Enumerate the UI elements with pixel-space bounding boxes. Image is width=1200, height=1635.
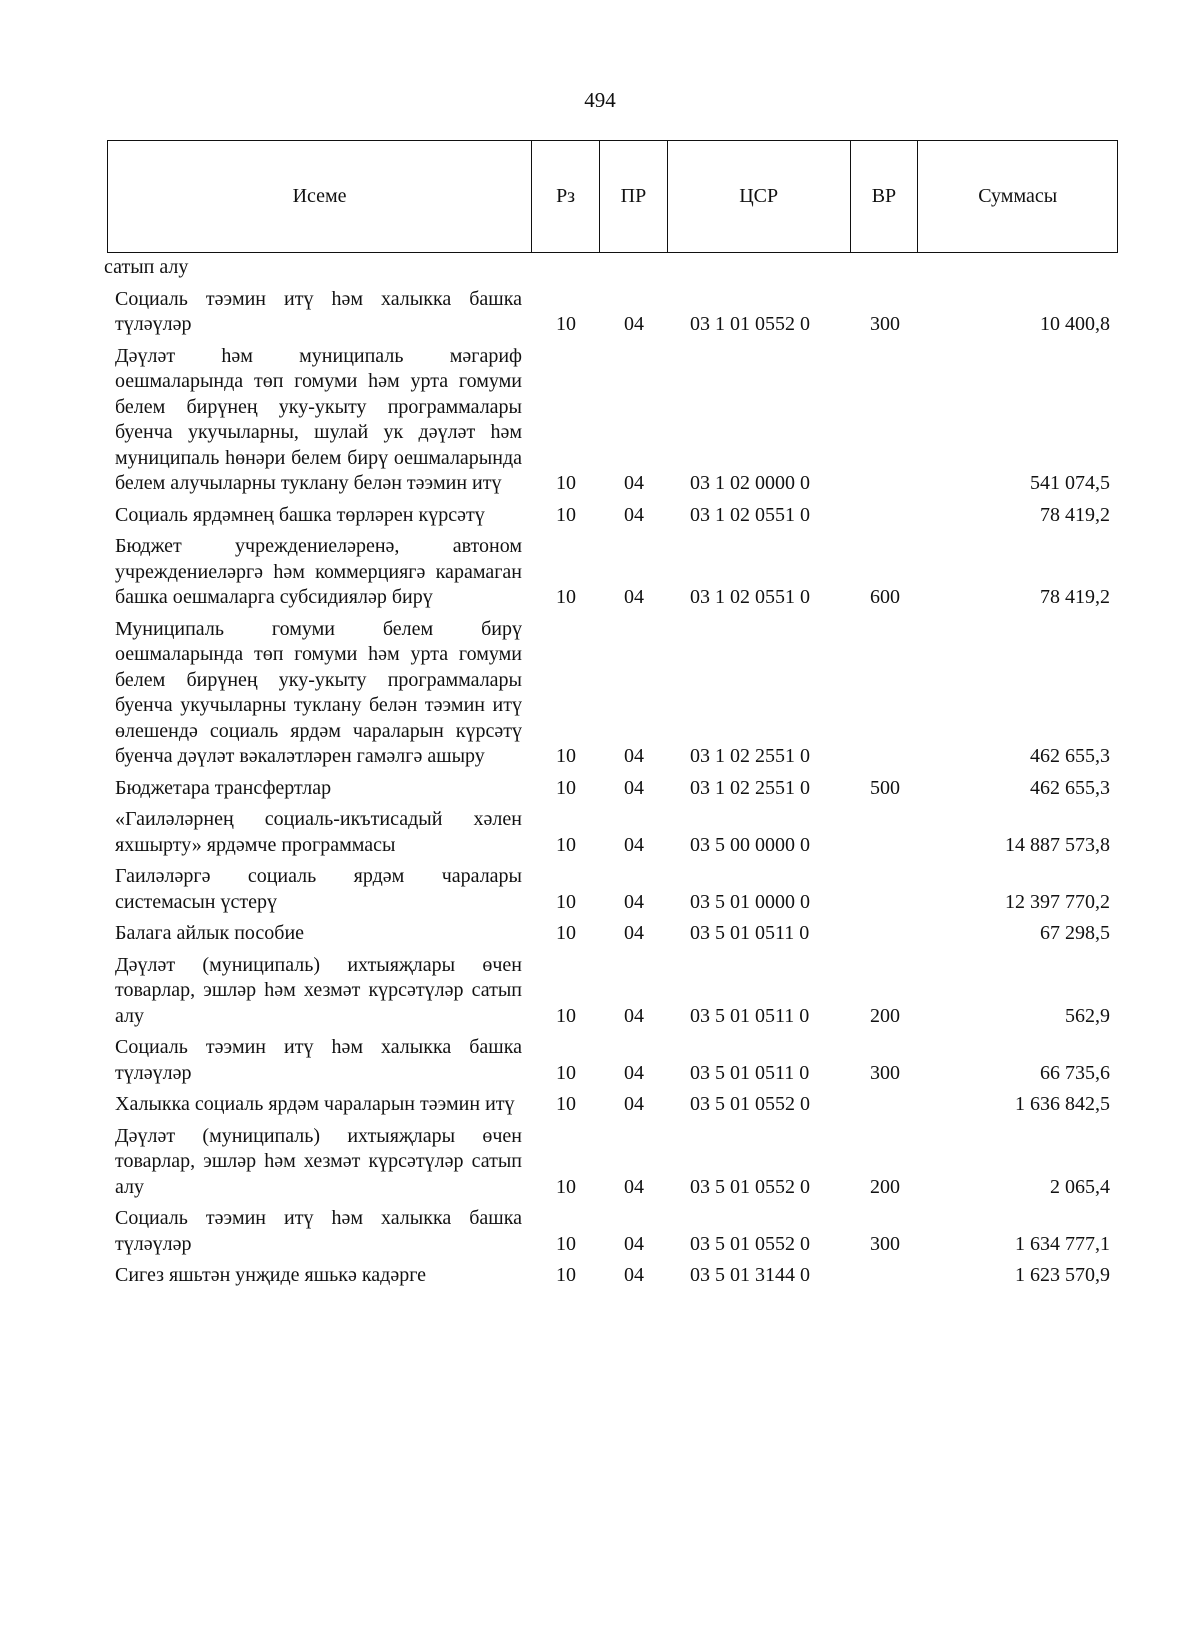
- row-pr: 04: [624, 1175, 644, 1198]
- row-pr: 04: [624, 1093, 644, 1115]
- table-row: [0, 953, 1200, 1030]
- table-row: [0, 1092, 1200, 1118]
- row-pr: 04: [624, 313, 644, 335]
- table-row: [0, 1035, 1200, 1086]
- row-sum: 462 655,3: [1030, 776, 1110, 799]
- row-vr: 300: [870, 1061, 900, 1084]
- row-sum: 10 400,8: [1040, 313, 1110, 335]
- row-rz: 10: [556, 313, 576, 335]
- row-pr: 04: [624, 890, 644, 913]
- header-name: Исеме: [108, 141, 532, 252]
- row-name: Сигез яшьтән унҗиде яшькә кадәрге: [115, 1264, 427, 1286]
- header-vr: ВР: [851, 141, 919, 252]
- row-csr: 03 5 01 0552 0: [690, 1175, 810, 1198]
- row-name: Дәүләт (муниципаль) ихтыяҗлары өчен товарлар, эшләр һәм хезмәт күрсәтүләр сатып алу: [115, 1124, 522, 1198]
- row-vr: 500: [870, 776, 900, 799]
- table-row: [0, 864, 1200, 915]
- row-sum: 66 735,6: [1040, 1061, 1110, 1084]
- row-csr: 03 5 01 0552 0: [690, 1232, 810, 1255]
- row-pr: 04: [624, 1061, 644, 1084]
- row-sum: 462 655,3: [1030, 745, 1110, 767]
- row-rz: 10: [556, 503, 576, 526]
- row-name: «Гаиләләрнең социаль-икътисадый хәлен яхшырту» ярдәмче программасы: [115, 808, 522, 856]
- row-name: сатып алу: [104, 256, 189, 278]
- row-pr: 04: [624, 586, 644, 608]
- row-rz: 10: [556, 833, 576, 856]
- row-sum: 67 298,5: [1040, 922, 1110, 944]
- row-name: Бюджетара трансфертлар: [115, 776, 332, 799]
- row-rz: 10: [556, 922, 576, 944]
- row-csr: 03 5 00 0000 0: [690, 833, 810, 856]
- table-row: [0, 1206, 1200, 1257]
- row-name: Халыкка социаль ярдәм чараларын тәэмин итү: [115, 1093, 515, 1115]
- row-name: Дәүләт (муниципаль) ихтыяҗлары өчен товарлар, эшләр һәм хезмәт күрсәтүләр сатып алу: [115, 953, 522, 1027]
- row-vr: 200: [870, 1004, 900, 1027]
- row-name: Балага айлык пособие: [115, 922, 305, 944]
- row-sum: 14 887 573,8: [1005, 833, 1110, 856]
- row-sum: 78 419,2: [1040, 586, 1110, 608]
- row-sum: 78 419,2: [1040, 503, 1110, 526]
- row-rz: 10: [556, 1093, 576, 1115]
- header-csr: ЦСР: [668, 141, 851, 252]
- row-vr: 200: [870, 1175, 900, 1198]
- row-sum: 562,9: [1065, 1004, 1110, 1027]
- row-rz: 10: [556, 1061, 576, 1084]
- row-vr: 600: [870, 586, 900, 608]
- row-pr: 04: [624, 1232, 644, 1255]
- row-rz: 10: [556, 890, 576, 913]
- row-name: Социаль тәэмин итү һәм халыкка башка түләүләр: [115, 287, 522, 335]
- table-row: [0, 255, 1200, 281]
- table-row: [0, 1263, 1200, 1289]
- row-pr: 04: [624, 1264, 644, 1286]
- table-row: [0, 344, 1200, 497]
- row-pr: 04: [624, 472, 644, 494]
- row-rz: 10: [556, 1264, 576, 1286]
- row-pr: 04: [624, 776, 644, 799]
- row-rz: 10: [556, 1004, 576, 1027]
- table-row: [0, 921, 1200, 947]
- row-name: Бюджет учреждениеләренә, автоном учреждениеләргә һәм коммерциягә карамаган башка оешмаларга субсидияләр бирү: [115, 535, 522, 608]
- row-csr: 03 5 01 0552 0: [690, 1093, 810, 1115]
- row-sum: 1 623 570,9: [1015, 1264, 1110, 1286]
- row-sum: 2 065,4: [1050, 1175, 1110, 1198]
- header-rz: Рз: [532, 141, 600, 252]
- row-rz: 10: [556, 586, 576, 608]
- row-pr: 04: [624, 1004, 644, 1027]
- table-row: [0, 807, 1200, 858]
- row-csr: 03 5 01 0511 0: [690, 922, 810, 944]
- row-sum: 1 636 842,5: [1015, 1093, 1110, 1115]
- row-name: Социаль тәэмин итү һәм халыкка башка түләүләр: [115, 1036, 522, 1084]
- header-pr: ПР: [600, 141, 668, 252]
- header-sum: Суммасы: [978, 185, 1058, 207]
- row-sum: 12 397 770,2: [1005, 890, 1110, 913]
- row-csr: 03 5 01 0000 0: [690, 890, 810, 913]
- row-vr: 300: [870, 1232, 900, 1255]
- row-vr: 300: [870, 313, 900, 335]
- row-csr: 03 1 02 2551 0: [690, 745, 810, 767]
- row-csr: 03 1 02 0551 0: [690, 503, 810, 526]
- row-csr: 03 5 01 0511 0: [690, 1061, 810, 1084]
- row-csr: 03 1 01 0552 0: [690, 313, 810, 335]
- table-row: [0, 776, 1200, 802]
- row-csr: 03 1 02 2551 0: [690, 776, 810, 799]
- row-csr: 03 5 01 0511 0: [690, 1004, 810, 1027]
- row-csr: 03 1 02 0000 0: [690, 472, 810, 494]
- row-name: Социаль тәэмин итү һәм халыкка башка түләүләр: [115, 1207, 522, 1255]
- table-row: [0, 503, 1200, 529]
- row-pr: 04: [624, 922, 644, 944]
- page-number: 494: [584, 88, 616, 112]
- row-pr: 04: [624, 745, 644, 767]
- table-row: [0, 1124, 1200, 1201]
- row-name: Муниципаль гомуми белем бирү оешмаларында төп гомуми һәм урта гомуми белем бирүнең уку-укыту программалары буенча укучыларны туклану белән тәэмин итү өлешендә социаль ярдәм чараларын күрсәтү буенча дәүләт вәкаләтләрен гамәлгә ашыру: [115, 617, 522, 767]
- row-pr: 04: [624, 503, 644, 526]
- row-rz: 10: [556, 745, 576, 767]
- table-row: [0, 534, 1200, 611]
- row-pr: 04: [624, 833, 644, 856]
- row-rz: 10: [556, 1175, 576, 1198]
- row-sum: 541 074,5: [1030, 472, 1110, 494]
- table-header: [107, 140, 1118, 253]
- table-row: [0, 617, 1200, 770]
- row-rz: 10: [556, 472, 576, 494]
- table-row: [0, 287, 1200, 338]
- row-rz: 10: [556, 1232, 576, 1255]
- row-csr: 03 1 02 0551 0: [690, 586, 810, 608]
- row-name: Гаиләләргә социаль ярдәм чаралары системасын үстерү: [115, 865, 522, 913]
- row-name: Дәүләт һәм муниципаль мәгариф оешмаларында төп гомуми һәм урта гомуми белем бирүнең уку-укыту программалары буенча укучыларны, шулай ук дәүләт һәм муниципаль һөнәри белем бирү оешмаларында белем алучыларны туклану белән тәэмин итү: [115, 344, 522, 494]
- row-name: Социаль ярдәмнең башка төрләрен күрсәтү: [115, 503, 485, 526]
- table-body: [0, 255, 1200, 1289]
- row-sum: 1 634 777,1: [1015, 1232, 1110, 1255]
- row-csr: 03 5 01 3144 0: [690, 1264, 810, 1286]
- row-rz: 10: [556, 776, 576, 799]
